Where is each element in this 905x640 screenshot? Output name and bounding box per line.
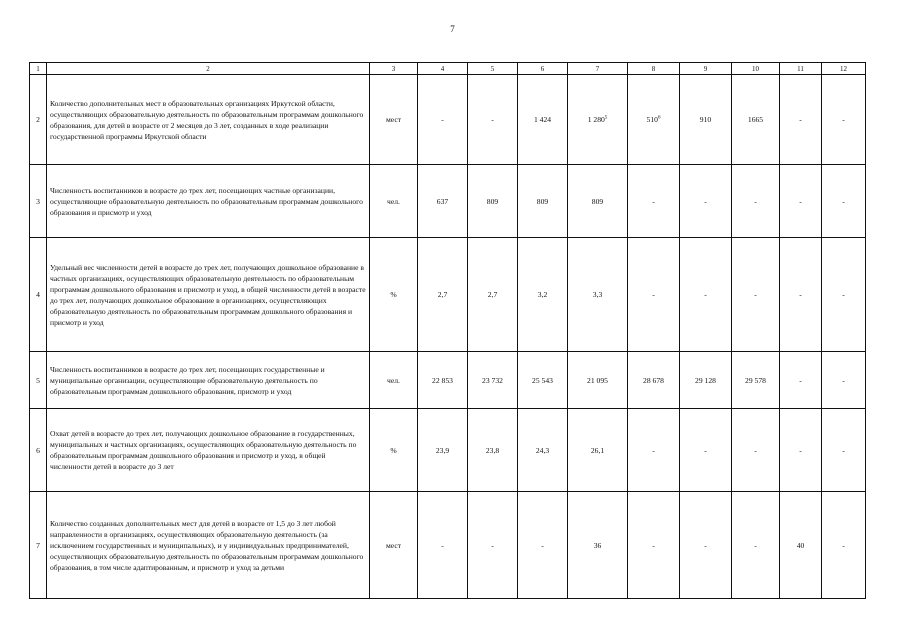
value-text: 23,8 xyxy=(485,445,500,455)
value-cell xyxy=(518,165,568,238)
value-text: - xyxy=(842,196,845,206)
column-number: 1 xyxy=(30,63,47,75)
value-cell xyxy=(822,352,866,409)
value-text: - xyxy=(704,196,707,206)
value-text: 24,3 xyxy=(535,445,550,455)
value-text: - xyxy=(754,445,757,455)
value-text: - xyxy=(754,290,757,299)
value-text: 36 xyxy=(593,540,602,550)
value-text: 809 xyxy=(591,196,604,206)
value-text: 1 424 xyxy=(533,115,552,124)
value-text: 23 732 xyxy=(482,375,503,385)
value-text: 29 128 xyxy=(695,375,716,385)
table-row xyxy=(30,492,866,599)
row-number-cell: 7 xyxy=(30,492,47,599)
value-cell xyxy=(680,238,732,352)
row-number-cell: 4 xyxy=(30,238,47,352)
table-row xyxy=(30,75,866,165)
indicator-name-cell: Количество дополнительных мест в образовательных организациях Иркутской области, осуществляющих образовательную деятельность по образовательным программам дошкольного образования, для детей в возрасте от 2 месяцев до 3 лет, созданных в ходе реализации государственной программы Иркутской области xyxy=(47,75,370,165)
unit-cell: чел. xyxy=(370,352,418,409)
value-cell xyxy=(732,352,780,409)
value-cell xyxy=(518,238,568,352)
value-cell xyxy=(418,75,468,165)
column-number: 5 xyxy=(468,63,518,75)
value-text: - xyxy=(652,196,655,206)
value-text: - xyxy=(799,375,802,385)
value-cell xyxy=(568,75,628,165)
indicator-name-cell: Охват детей в возрасте до трех лет, получающих дошкольное образование в государственных, муниципальных и частных организациях, осуществляющих образовательную деятельность по образовательным программам дошкольного образования и присмотр и уход, в общей численности детей в возрасте до 3 лет xyxy=(47,409,370,492)
value-cell xyxy=(680,165,732,238)
value-cell xyxy=(822,75,866,165)
value-text: 26,1 xyxy=(590,445,605,455)
value-text: 28 678 xyxy=(643,375,664,385)
table-row xyxy=(30,352,866,409)
value-text: 637 xyxy=(436,196,449,206)
indicator-name-cell: Численность воспитанников в возрасте до трех лет, посещающих государственные и муниципальные организации, осуществляющие образовательную деятельность по образовательным программам дошкольного образования, присмотр и уход xyxy=(47,352,370,409)
column-number: 8 xyxy=(628,63,680,75)
value-cell xyxy=(518,352,568,409)
column-number: 11 xyxy=(780,63,822,75)
value-cell xyxy=(822,492,866,599)
value-cell xyxy=(628,75,680,165)
value-cell xyxy=(822,165,866,238)
value-cell xyxy=(468,165,518,238)
unit-cell: мест xyxy=(370,492,418,599)
value-text: 22 853 xyxy=(432,375,453,385)
value-cell xyxy=(680,352,732,409)
column-number: 9 xyxy=(680,63,732,75)
value-text: 23,9 xyxy=(435,445,450,455)
row-number-cell: 5 xyxy=(30,352,47,409)
value-text: - xyxy=(704,445,707,455)
value-text: - xyxy=(441,540,444,550)
value-text: 40 xyxy=(796,540,805,550)
value-cell xyxy=(418,165,468,238)
value-cell xyxy=(780,352,822,409)
value-text: - xyxy=(842,445,845,455)
unit-cell: чел. xyxy=(370,165,418,238)
value-cell xyxy=(628,409,680,492)
value-cell xyxy=(418,238,468,352)
value-text: - xyxy=(842,540,845,550)
indicator-name-cell: Численность воспитанников в возрасте до трех лет, посещающих частные организации, осуществляющие образовательную деятельность по образовательным программам дошкольного образования и присмотр и уход xyxy=(47,165,370,238)
value-text: - xyxy=(799,445,802,455)
value-cell xyxy=(780,75,822,165)
value-cell xyxy=(518,409,568,492)
value-text: - xyxy=(754,540,757,550)
value-text: 21 095 xyxy=(587,375,608,385)
indicators-table xyxy=(29,62,866,599)
value-text: - xyxy=(799,115,802,124)
value-text: - xyxy=(842,115,845,124)
value-cell xyxy=(732,238,780,352)
page-number: 7 xyxy=(450,24,455,34)
column-number: 2 xyxy=(47,63,370,75)
value-text: 809 xyxy=(486,196,499,206)
table-row xyxy=(30,238,866,352)
column-number: 4 xyxy=(418,63,468,75)
value-cell xyxy=(780,492,822,599)
column-number: 10 xyxy=(732,63,780,75)
value-text: 910 xyxy=(699,115,712,124)
value-cell xyxy=(628,492,680,599)
unit-cell: % xyxy=(370,409,418,492)
value-text: 809 xyxy=(536,196,549,206)
value-cell xyxy=(468,75,518,165)
value-cell xyxy=(732,75,780,165)
column-number-row xyxy=(30,63,866,75)
value-text: - xyxy=(491,540,494,550)
value-text: - xyxy=(842,375,845,385)
column-number: 12 xyxy=(822,63,866,75)
footnote-marker: 6 xyxy=(657,115,661,121)
value-cell xyxy=(568,492,628,599)
value-text: - xyxy=(704,290,707,299)
value-cell xyxy=(468,409,518,492)
table-row xyxy=(30,165,866,238)
value-cell xyxy=(518,492,568,599)
value-cell xyxy=(680,492,732,599)
row-number-cell: 3 xyxy=(30,165,47,238)
value-cell xyxy=(568,165,628,238)
value-cell xyxy=(680,409,732,492)
value-text: 29 578 xyxy=(745,375,766,385)
value-cell xyxy=(568,238,628,352)
value-text: - xyxy=(652,540,655,550)
table-row xyxy=(30,409,866,492)
value-cell xyxy=(518,75,568,165)
value-cell xyxy=(732,165,780,238)
column-number: 7 xyxy=(568,63,628,75)
value-cell xyxy=(468,352,518,409)
unit-cell: мест xyxy=(370,75,418,165)
value-cell xyxy=(822,409,866,492)
value-cell xyxy=(468,238,518,352)
value-text: - xyxy=(491,115,494,124)
value-text: - xyxy=(842,290,845,299)
column-number: 6 xyxy=(518,63,568,75)
value-cell xyxy=(780,165,822,238)
indicator-name-cell: Количество созданных дополнительных мест для детей в возрасте от 1,5 до 3 лет любой направленности в организациях, осуществляющих образовательную деятельность (за исключением государственных и муниципальных), и у индивидуальных предпринимателей, осуществляющих образовательную деятельность по образовательным программам дошкольного образования, в том числе адаптированным, и присмотр и уход за детьми xyxy=(47,492,370,599)
value-text: 2,7 xyxy=(487,290,498,299)
value-cell xyxy=(780,238,822,352)
value-cell xyxy=(418,409,468,492)
value-text: 1 280 xyxy=(587,115,605,124)
value-cell xyxy=(628,352,680,409)
value-cell xyxy=(418,352,468,409)
value-cell xyxy=(568,409,628,492)
value-cell xyxy=(628,165,680,238)
value-text: - xyxy=(799,196,802,206)
value-text: 25 543 xyxy=(532,375,553,385)
value-text: - xyxy=(754,196,757,206)
value-cell xyxy=(680,75,732,165)
value-cell xyxy=(468,492,518,599)
value-cell xyxy=(822,238,866,352)
value-cell xyxy=(732,409,780,492)
value-cell xyxy=(780,409,822,492)
value-text: - xyxy=(704,540,707,550)
value-text: 510 xyxy=(646,115,658,124)
value-cell xyxy=(568,352,628,409)
value-cell xyxy=(418,492,468,599)
value-text: - xyxy=(441,115,444,124)
value-text: 2,7 xyxy=(437,290,448,299)
column-number: 3 xyxy=(370,63,418,75)
value-text: - xyxy=(799,290,802,299)
indicator-name-cell: Удельный вес численности детей в возрасте до трех лет, получающих дошкольное образование в частных организациях, осуществляющих образовательную деятельность по образовательным программам дошкольного образования и присмотр и уход, в общей численности детей в возрасте до трех лет, получающих дошкольное образование в организациях, осуществляющих образовательную деятельность по образовательным программам дошкольного образования и присмотр и уход xyxy=(47,238,370,352)
value-text: 3,3 xyxy=(592,290,603,299)
value-cell xyxy=(732,492,780,599)
value-text: - xyxy=(652,290,655,299)
value-cell xyxy=(628,238,680,352)
footnote-marker: 5 xyxy=(604,115,608,121)
value-text: 3,2 xyxy=(537,290,548,299)
value-text: 1665 xyxy=(747,115,764,124)
row-number-cell: 6 xyxy=(30,409,47,492)
row-number-cell: 2 xyxy=(30,75,47,165)
value-text: - xyxy=(541,540,544,550)
value-text: - xyxy=(652,445,655,455)
unit-cell: % xyxy=(370,238,418,352)
